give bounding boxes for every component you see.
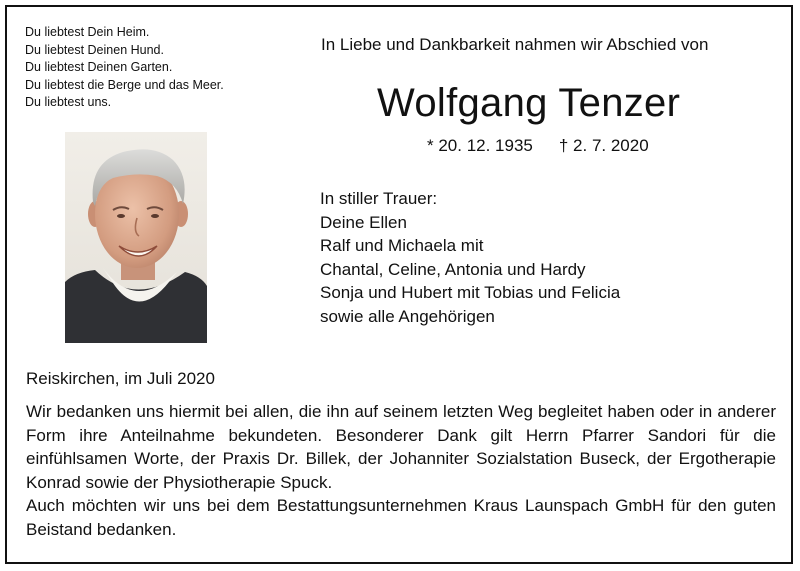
mourners-list xyxy=(320,187,620,329)
obituary-notice xyxy=(5,5,793,564)
headline: In Liebe und Dankbarkeit nahmen wir Abschied von xyxy=(321,35,709,54)
poem-line: Du liebtest Deinen Hund. xyxy=(25,42,164,57)
poem-line: Du liebtest die Berge und das Meer. xyxy=(25,77,224,92)
death-date: † 2. 7. 2020 xyxy=(558,136,649,155)
mourner-line: In stiller Trauer: xyxy=(320,189,438,208)
thanks-text xyxy=(26,400,776,541)
birth-date: * 20. 12. 1935 xyxy=(427,136,533,155)
mourner-line: Ralf und Michaela mit xyxy=(320,236,484,256)
thanks-paragraph-1: Wir bedanken uns hiermit bei allen, die ihn auf seinem letzten Weg begleitet haben oder in anderer Form ihre Anteilnahme bekundeten. Besonderer Dank gilt Herrn Pfarrer Sandori für die einfühlsamen Worte, der Praxis Dr. Billek, der Johanniter Sozialstation Buseck, der Ergotherapie Konrad sowie der Physiotherapie Spuck. xyxy=(26,402,776,492)
poem-line: Du liebtest Deinen Garten. xyxy=(25,60,173,74)
mourner-line: sowie alle Angehörigen xyxy=(320,306,495,326)
poem-line: Du liebtest uns. xyxy=(25,95,112,109)
poem xyxy=(25,24,224,112)
poem-line: Du liebtest Dein Heim. xyxy=(25,25,150,39)
life-dates xyxy=(427,136,649,156)
deceased-name: Wolfgang Tenzer xyxy=(377,81,681,125)
portrait-photo xyxy=(65,132,207,343)
thanks-paragraph-2: Auch möchten wir uns bei dem Bestattungsunternehmen Kraus Launspach GmbH für den guten Beistand bedanken. xyxy=(26,496,776,539)
place-date: Reiskirchen, im Juli 2020 xyxy=(26,369,215,388)
mourner-line: Deine Ellen xyxy=(320,212,407,232)
mourner-line: Sonja und Hubert mit Tobias und Felicia xyxy=(320,283,621,303)
mourner-line: Chantal, Celine, Antonia und Hardy xyxy=(320,259,586,279)
